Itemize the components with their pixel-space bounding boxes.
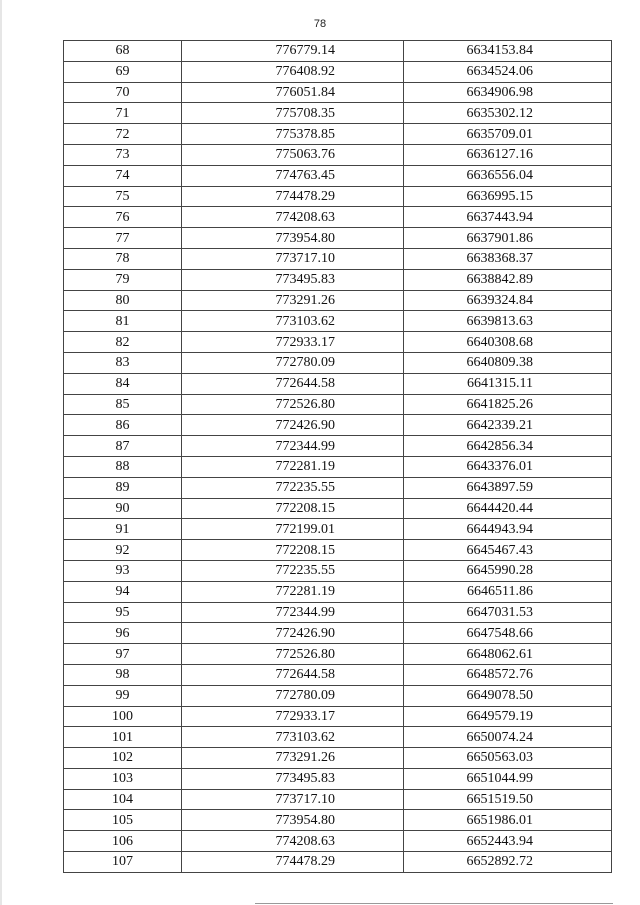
- coordinate-y-cell: 773291.26: [182, 748, 404, 769]
- coordinate-x-cell: 6639324.84: [404, 290, 612, 311]
- scan-edge: [0, 0, 2, 905]
- point-number-cell: 81: [64, 311, 182, 332]
- point-number-cell: 102: [64, 748, 182, 769]
- table-row: [64, 477, 612, 498]
- coordinate-y-cell: 772780.09: [182, 352, 404, 373]
- point-number-cell: 79: [64, 269, 182, 290]
- coordinate-x-cell: 6649078.50: [404, 685, 612, 706]
- table-row: [64, 706, 612, 727]
- coordinate-y-cell: 775378.85: [182, 124, 404, 145]
- point-number-cell: 85: [64, 394, 182, 415]
- coordinate-y-cell: 774478.29: [182, 852, 404, 873]
- coordinate-x-cell: 6644420.44: [404, 498, 612, 519]
- coordinate-x-cell: 6647031.53: [404, 602, 612, 623]
- coordinate-x-cell: 6647548.66: [404, 623, 612, 644]
- coordinate-x-cell: 6642339.21: [404, 415, 612, 436]
- coordinate-y-cell: 776051.84: [182, 82, 404, 103]
- point-number-cell: 94: [64, 581, 182, 602]
- bottom-rule: [255, 903, 613, 904]
- coordinate-y-cell: 775708.35: [182, 103, 404, 124]
- point-number-cell: 88: [64, 456, 182, 477]
- table-row: [64, 186, 612, 207]
- coordinate-x-cell: 6634153.84: [404, 41, 612, 62]
- coordinate-x-cell: 6650074.24: [404, 727, 612, 748]
- point-number-cell: 98: [64, 664, 182, 685]
- point-number-cell: 84: [64, 373, 182, 394]
- page-number: 78: [313, 18, 327, 30]
- coordinate-y-cell: 773291.26: [182, 290, 404, 311]
- point-number-cell: 96: [64, 623, 182, 644]
- table-row: [64, 436, 612, 457]
- coordinate-y-cell: 772281.19: [182, 456, 404, 477]
- coordinate-y-cell: 775063.76: [182, 144, 404, 165]
- point-number-cell: 89: [64, 477, 182, 498]
- table-row: [64, 415, 612, 436]
- table-row: [64, 61, 612, 82]
- table-row: [64, 352, 612, 373]
- coordinate-y-cell: 772344.99: [182, 602, 404, 623]
- table-row: [64, 664, 612, 685]
- point-number-cell: 91: [64, 519, 182, 540]
- coordinate-y-cell: 773717.10: [182, 789, 404, 810]
- table-row: [64, 332, 612, 353]
- table-row: [64, 644, 612, 665]
- coordinate-x-cell: 6641315.11: [404, 373, 612, 394]
- point-number-cell: 93: [64, 560, 182, 581]
- coordinate-y-cell: 773954.80: [182, 810, 404, 831]
- coordinate-x-cell: 6634524.06: [404, 61, 612, 82]
- coordinate-x-cell: 6643897.59: [404, 477, 612, 498]
- point-number-cell: 77: [64, 228, 182, 249]
- coordinate-x-cell: 6638368.37: [404, 248, 612, 269]
- point-number-cell: 107: [64, 852, 182, 873]
- coordinate-y-cell: 772281.19: [182, 581, 404, 602]
- coordinate-y-cell: 772199.01: [182, 519, 404, 540]
- table-row: [64, 498, 612, 519]
- coordinate-y-cell: 776408.92: [182, 61, 404, 82]
- coordinate-y-cell: 772344.99: [182, 436, 404, 457]
- table-row: [64, 103, 612, 124]
- coordinate-x-cell: 6640809.38: [404, 352, 612, 373]
- coordinate-y-cell: 772208.15: [182, 540, 404, 561]
- table-row: [64, 519, 612, 540]
- point-number-cell: 100: [64, 706, 182, 727]
- table-row: [64, 748, 612, 769]
- coordinate-y-cell: 772644.58: [182, 664, 404, 685]
- table-row: [64, 685, 612, 706]
- table-row: [64, 456, 612, 477]
- point-number-cell: 83: [64, 352, 182, 373]
- table-row: [64, 581, 612, 602]
- point-number-cell: 87: [64, 436, 182, 457]
- coordinate-x-cell: 6635709.01: [404, 124, 612, 145]
- table-row: [64, 602, 612, 623]
- coordinate-x-cell: 6651044.99: [404, 768, 612, 789]
- coordinate-y-cell: 773103.62: [182, 727, 404, 748]
- coordinate-x-cell: 6640308.68: [404, 332, 612, 353]
- table-row: [64, 789, 612, 810]
- coordinates-table-body: [64, 41, 612, 873]
- coordinate-x-cell: 6634906.98: [404, 82, 612, 103]
- coordinate-y-cell: 772426.90: [182, 623, 404, 644]
- table-row: [64, 124, 612, 145]
- coordinate-y-cell: 774763.45: [182, 165, 404, 186]
- point-number-cell: 73: [64, 144, 182, 165]
- point-number-cell: 71: [64, 103, 182, 124]
- coordinate-x-cell: 6636995.15: [404, 186, 612, 207]
- point-number-cell: 90: [64, 498, 182, 519]
- coordinate-x-cell: 6648062.61: [404, 644, 612, 665]
- coordinate-y-cell: 772933.17: [182, 706, 404, 727]
- table-row: [64, 207, 612, 228]
- table-row: [64, 228, 612, 249]
- table-row: [64, 373, 612, 394]
- point-number-cell: 95: [64, 602, 182, 623]
- coordinate-y-cell: 772526.80: [182, 644, 404, 665]
- point-number-cell: 80: [64, 290, 182, 311]
- coordinate-x-cell: 6637901.86: [404, 228, 612, 249]
- coordinate-y-cell: 773495.83: [182, 269, 404, 290]
- table-row: [64, 248, 612, 269]
- coordinate-x-cell: 6651986.01: [404, 810, 612, 831]
- coordinate-x-cell: 6637443.94: [404, 207, 612, 228]
- coordinate-y-cell: 773103.62: [182, 311, 404, 332]
- coordinate-x-cell: 6642856.34: [404, 436, 612, 457]
- coordinate-x-cell: 6643376.01: [404, 456, 612, 477]
- coordinate-y-cell: 774478.29: [182, 186, 404, 207]
- table-row: [64, 768, 612, 789]
- coordinate-y-cell: 772426.90: [182, 415, 404, 436]
- coordinate-x-cell: 6649579.19: [404, 706, 612, 727]
- point-number-cell: 72: [64, 124, 182, 145]
- table-row: [64, 144, 612, 165]
- table-row: [64, 810, 612, 831]
- table-row: [64, 269, 612, 290]
- point-number-cell: 74: [64, 165, 182, 186]
- point-number-cell: 105: [64, 810, 182, 831]
- coordinate-y-cell: 772780.09: [182, 685, 404, 706]
- point-number-cell: 86: [64, 415, 182, 436]
- point-number-cell: 82: [64, 332, 182, 353]
- coordinate-y-cell: 776779.14: [182, 41, 404, 62]
- coordinates-table: [63, 40, 612, 873]
- point-number-cell: 75: [64, 186, 182, 207]
- coordinate-x-cell: 6645990.28: [404, 560, 612, 581]
- coordinate-x-cell: 6645467.43: [404, 540, 612, 561]
- table-row: [64, 290, 612, 311]
- coordinate-y-cell: 772526.80: [182, 394, 404, 415]
- point-number-cell: 106: [64, 831, 182, 852]
- coordinate-x-cell: 6652892.72: [404, 852, 612, 873]
- point-number-cell: 99: [64, 685, 182, 706]
- coordinate-x-cell: 6641825.26: [404, 394, 612, 415]
- coordinate-y-cell: 773717.10: [182, 248, 404, 269]
- coordinate-y-cell: 772933.17: [182, 332, 404, 353]
- point-number-cell: 68: [64, 41, 182, 62]
- point-number-cell: 78: [64, 248, 182, 269]
- point-number-cell: 69: [64, 61, 182, 82]
- table-row: [64, 394, 612, 415]
- table-row: [64, 165, 612, 186]
- point-number-cell: 104: [64, 789, 182, 810]
- coordinate-y-cell: 774208.63: [182, 831, 404, 852]
- table-row: [64, 560, 612, 581]
- point-number-cell: 103: [64, 768, 182, 789]
- coordinate-y-cell: 772235.55: [182, 560, 404, 581]
- coordinate-x-cell: 6648572.76: [404, 664, 612, 685]
- coordinate-x-cell: 6650563.03: [404, 748, 612, 769]
- point-number-cell: 76: [64, 207, 182, 228]
- table-row: [64, 831, 612, 852]
- table-row: [64, 623, 612, 644]
- coordinate-y-cell: 773954.80: [182, 228, 404, 249]
- coordinate-x-cell: 6651519.50: [404, 789, 612, 810]
- coordinate-y-cell: 772208.15: [182, 498, 404, 519]
- coordinate-x-cell: 6646511.86: [404, 581, 612, 602]
- coordinate-y-cell: 773495.83: [182, 768, 404, 789]
- coordinate-x-cell: 6636556.04: [404, 165, 612, 186]
- table-row: [64, 727, 612, 748]
- table-row: [64, 852, 612, 873]
- table-row: [64, 82, 612, 103]
- point-number-cell: 92: [64, 540, 182, 561]
- point-number-cell: 101: [64, 727, 182, 748]
- point-number-cell: 70: [64, 82, 182, 103]
- coordinate-y-cell: 772235.55: [182, 477, 404, 498]
- coordinate-x-cell: 6639813.63: [404, 311, 612, 332]
- table-row: [64, 41, 612, 62]
- coordinate-x-cell: 6652443.94: [404, 831, 612, 852]
- coordinate-x-cell: 6644943.94: [404, 519, 612, 540]
- coordinate-y-cell: 774208.63: [182, 207, 404, 228]
- coordinate-y-cell: 772644.58: [182, 373, 404, 394]
- point-number-cell: 97: [64, 644, 182, 665]
- coordinate-x-cell: 6635302.12: [404, 103, 612, 124]
- table-row: [64, 540, 612, 561]
- table-row: [64, 311, 612, 332]
- coordinate-x-cell: 6636127.16: [404, 144, 612, 165]
- coordinate-x-cell: 6638842.89: [404, 269, 612, 290]
